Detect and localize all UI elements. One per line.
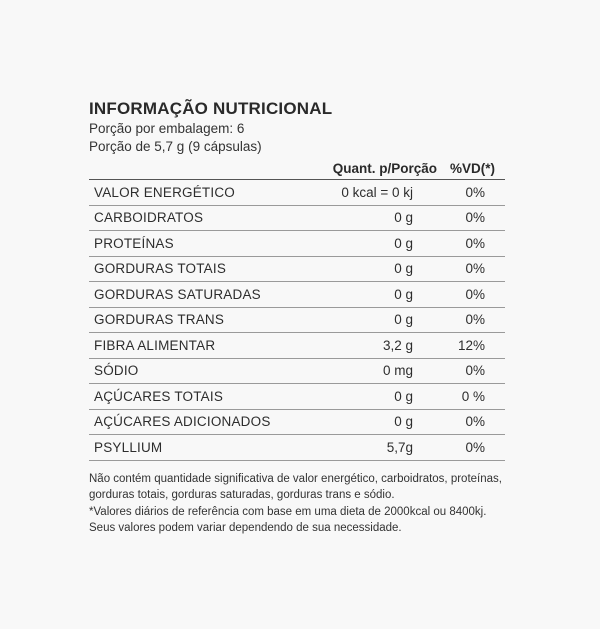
nutrient-daily-value: 0%	[465, 210, 485, 226]
table-row	[89, 257, 505, 283]
table-row	[89, 384, 505, 410]
footnote-line: gorduras totais, gorduras saturadas, gorduras trans e sódio.	[89, 489, 395, 501]
nutrient-quantity: 0 mg	[382, 363, 413, 379]
nutrient-daily-value: 0%	[465, 312, 485, 328]
nutrient-quantity: 0 g	[394, 414, 413, 430]
nutrient-quantity: 0 g	[394, 210, 413, 226]
nutrient-name: GORDURAS SATURADAS	[94, 286, 261, 302]
header-daily-value: %VD(*)	[449, 161, 495, 176]
header-quantity: Quant. p/Porção	[332, 161, 437, 176]
nutrient-daily-value: 0%	[465, 235, 485, 251]
nutrient-quantity: 0 kcal = 0 kj	[341, 184, 413, 200]
nutrient-name: GORDURAS TOTAIS	[94, 261, 227, 277]
servings-per-package: Porção por embalagem: 6	[89, 121, 245, 136]
table-header	[89, 156, 505, 180]
nutrient-daily-value: 0 %	[461, 388, 485, 404]
nutrient-quantity: 0 g	[394, 235, 413, 251]
footnote	[89, 471, 519, 537]
nutrition-title: INFORMAÇÃO NUTRICIONAL	[89, 99, 333, 118]
serving-size: Porção de 5,7 g (9 cápsulas)	[89, 139, 262, 154]
nutrient-daily-value: 12%	[457, 337, 485, 353]
nutrient-name: AÇÚCARES TOTAIS	[94, 388, 224, 404]
nutrient-name: SÓDIO	[94, 363, 139, 379]
nutrient-name: AÇÚCARES ADICIONADOS	[94, 414, 271, 430]
table-row	[89, 410, 505, 436]
table-row	[89, 180, 505, 206]
nutrient-name: CARBOIDRATOS	[94, 210, 204, 226]
nutrient-daily-value: 0%	[465, 286, 485, 302]
footnote-line: Seus valores podem variar dependendo de sua necessidade.	[89, 522, 402, 534]
nutrient-daily-value: 0%	[465, 184, 485, 200]
nutrient-name: PSYLLIUM	[94, 439, 163, 455]
footnote-line: Não contém quantidade significativa de valor energético, carboidratos, proteínas,	[89, 472, 502, 485]
nutrient-daily-value: 0%	[465, 414, 485, 430]
nutrient-name: PROTEÍNAS	[94, 235, 174, 251]
table-row	[89, 359, 505, 385]
table-row	[89, 333, 505, 359]
nutrient-name: FIBRA ALIMENTAR	[94, 337, 216, 353]
nutrient-quantity: 0 g	[394, 286, 413, 302]
nutrient-quantity: 0 g	[394, 261, 413, 277]
nutrient-name: VALOR ENERGÉTICO	[94, 184, 235, 200]
table-row	[89, 231, 505, 257]
table-row	[89, 435, 505, 461]
nutrient-daily-value: 0%	[465, 363, 485, 379]
table-row	[89, 282, 505, 308]
nutrient-name: GORDURAS TRANS	[94, 312, 225, 328]
nutrient-quantity: 3,2 g	[382, 337, 413, 353]
nutrient-daily-value: 0%	[465, 439, 485, 455]
nutrient-quantity: 5,7g	[386, 439, 413, 455]
table-row	[89, 206, 505, 232]
table-row	[89, 308, 505, 334]
nutrient-quantity: 0 g	[394, 388, 413, 404]
nutrition-facts-panel	[89, 98, 505, 537]
footnote-line: *Valores diários de referência com base em uma dieta de 2000kcal ou 8400kj.	[89, 505, 487, 518]
nutrient-quantity: 0 g	[394, 312, 413, 328]
nutrition-table	[89, 156, 505, 461]
nutrient-daily-value: 0%	[465, 261, 485, 277]
